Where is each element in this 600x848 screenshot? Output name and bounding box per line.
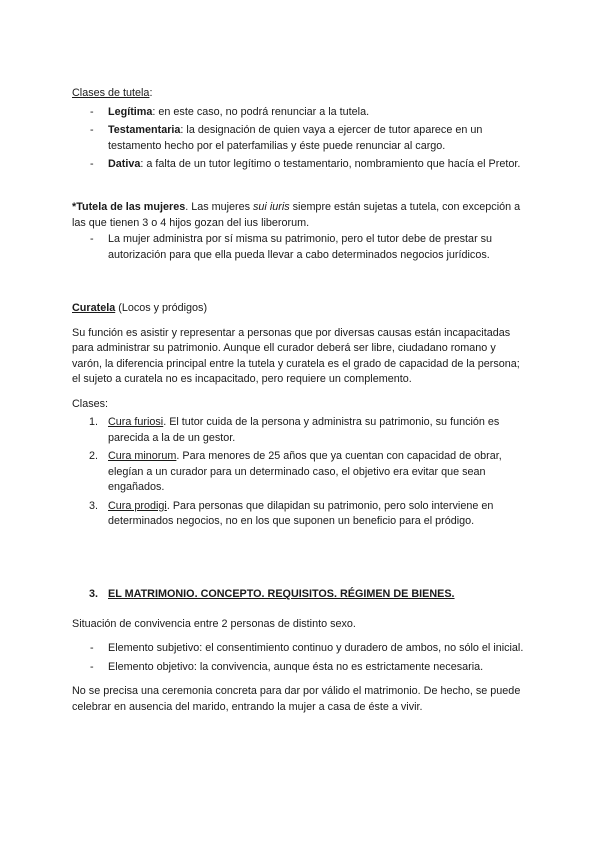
- matrimonio-section: [72, 587, 528, 715]
- list-item: - Legítima: en este caso, no podrá renunciar a la tutela.: [90, 105, 370, 118]
- list-item: - Testamentaria: la designación de quien vaya a ejercer de tutor aparece en un testamento hecho por el paterfamilias y éste puede renunciar al cargo.: [90, 124, 483, 152]
- list-item: - Dativa: a falta de un tutor legítimo o testamentario, nombramiento que hacía el Pretor.: [90, 158, 521, 170]
- tutela-section: [72, 86, 528, 173]
- list-item: 3. Cura prodigi. Para personas que dilapidan su patrimonio, pero solo interviene en determinados negocios, no en los que suponen un beneficio para el pródigo.: [89, 499, 494, 527]
- list-item: 1. Cura furiosi. El tutor cuida de la persona y administra su patrimonio, su función es parecida a la de un gestor.: [89, 416, 500, 444]
- tutela-title: Clases de tutela:: [72, 87, 153, 99]
- clases-label: Clases:: [72, 397, 109, 410]
- list-item: - Elemento subjetivo: el consentimiento continuo y duradero de ambos, no sólo el inicial.: [90, 642, 524, 654]
- mujeres-paragraph: *Tutela de las mujeres. Las mujeres sui iuris siempre están sujetas a tutela, con excepción a las que tienen 3 o 4 hijos gozan del ius liberorum.: [72, 201, 521, 229]
- list-item: - Elemento objetivo: la convivencia, aunque ésta no es estrictamente necesaria.: [90, 660, 484, 673]
- matrimonio-intro: Situación de convivencia entre 2 personas de distinto sexo.: [72, 617, 356, 630]
- curatela-paragraph: Su función es asistir y representar a personas que por diversas causas están incapacitadas para administrar su patrimonio. Aunque ell curador deberá ser libre, ciudadano romano y varón, la diferencia principal entre la tutela y curatela es el grado de capacidad de la persona; el sujeto a curatela no es incapacitado, pero requiere un complemento.: [72, 326, 520, 385]
- curatela-section: [72, 301, 528, 530]
- list-item: 2. Cura minorum. Para menores de 25 años que ya cuentan con capacidad de obrar, elegían a un curador para un determinado caso, el objetivo era evitar que sean engañados.: [89, 450, 502, 493]
- section-heading: 3. EL MATRIMONIO. CONCEPTO. REQUISITOS. RÉGIMEN DE BIENES.: [89, 588, 455, 600]
- matrimonio-closing: No se precisa una ceremonia concreta para dar por válido el matrimonio. De hecho, se puede celebrar en ausencia del marido, entrando la mujer a casa de éste a vivir.: [72, 685, 521, 713]
- list-item: - La mujer administra por sí misma su patrimonio, pero el tutor debe de prestar su autorización para que ella pueda llevar a cabo determinados negocios jurídicos.: [90, 233, 493, 261]
- curatela-title: Curatela (Locos y pródigos): [72, 302, 208, 314]
- mujeres-section: [72, 200, 528, 263]
